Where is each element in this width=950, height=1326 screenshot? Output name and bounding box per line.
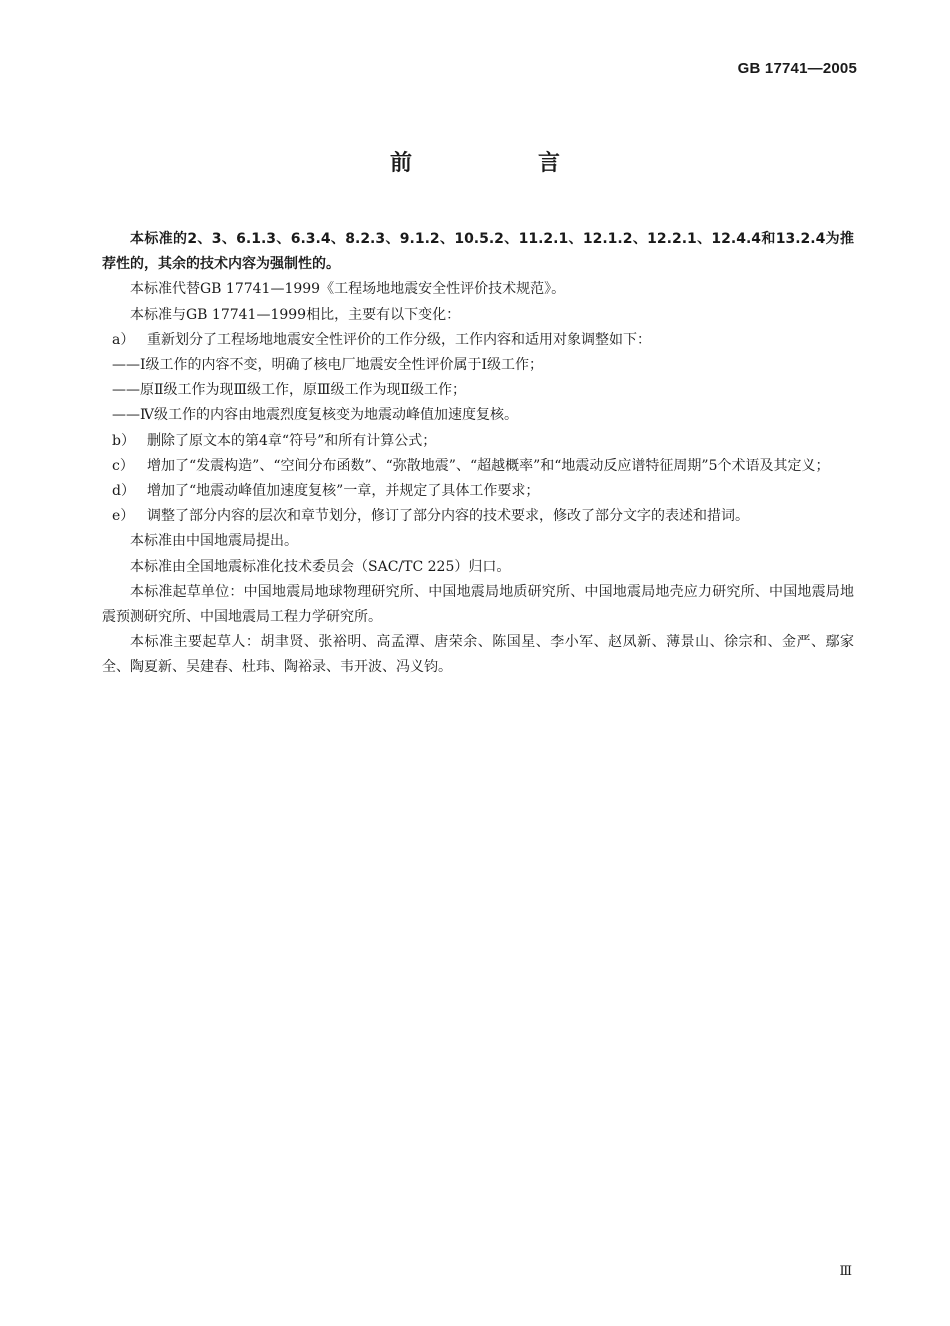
sub-change-item: ——原Ⅱ级工作为现Ⅲ级工作，原Ⅲ级工作为现Ⅱ级工作； [112, 382, 467, 399]
change-item-text: 删除了原文本的第4章“符号”和所有计算公式； [147, 432, 437, 449]
sub-change-item: ——Ⅰ级工作的内容不变，明确了核电厂地震安全性评价属于Ⅰ级工作； [112, 357, 544, 374]
change-item-d [102, 479, 854, 504]
changes-intro-paragraph: 本标准与GB 17741—1999相比，主要有以下变化： [130, 306, 461, 323]
drafting-units-paragraph: 本标准起草单位：中国地震局地球物理研究所、中国地震局地质研究所、中国地震局地壳应力研究所、中国地震局地震预测研究所、中国地震局工程力学研究所。 [102, 583, 854, 626]
drafters-paragraph: 本标准主要起草人：胡聿贤、张裕明、高孟潭、唐荣余、陈国星、李小军、赵凤新、薄景山、徐宗和、金严、鄢家全、陶夏新、吴建春、杜玮、陶裕录、韦开波、冯义钧。 [102, 634, 854, 676]
change-item-b [102, 429, 854, 454]
page-title: 前 言 [389, 151, 612, 176]
change-item-marker: b） [112, 432, 135, 449]
centralized-by-paragraph: 本标准由全国地震标准化技术委员会（SAC/TC 225）归口。 [130, 558, 511, 575]
replaces-paragraph: 本标准代替GB 17741—1999《工程场地地震安全性评价技术规范》。 [130, 281, 566, 298]
document-body [102, 227, 854, 681]
change-item-text: 重新划分了工程场地地震安全性评价的工作分级，工作内容和适用对象调整如下： [147, 331, 651, 348]
change-item-e [102, 504, 854, 529]
change-item-text: 增加了“地震动峰值加速度复核”一章，并规定了具体工作要求； [147, 483, 540, 500]
change-item-marker: c） [112, 457, 134, 474]
change-item-c [102, 454, 854, 479]
change-item-text: 增加了“发震构造”、“空间分布函数”、“弥散地震”、“超越概率”和“地震动反应谱特征周期”5个术语及其定义； [147, 457, 830, 474]
change-item-a [102, 328, 854, 353]
change-item-marker: d） [112, 483, 135, 500]
change-item-text: 调整了部分内容的层次和章节划分，修订了部分内容的技术要求，修改了部分文字的表述和措词。 [147, 508, 749, 525]
proposed-by-paragraph: 本标准由中国地震局提出。 [130, 533, 298, 550]
standard-code: GB 17741—2005 [737, 60, 857, 77]
change-item-marker: e） [112, 508, 135, 525]
page-number: Ⅲ [839, 1264, 852, 1279]
change-item-marker: a） [112, 331, 135, 348]
sub-change-item: ——Ⅳ级工作的内容由地震烈度复核变为地震动峰值加速度复核。 [112, 407, 518, 424]
recommended-clauses-paragraph: 本标准的2、3、6.1.3、6.3.4、8.2.3、9.1.2、10.5.2、11.2.1、12.1.2、12.2.1、12.4.4和13.2.4为推荐性的，其余的技术内容为强制性的。 [102, 231, 854, 273]
